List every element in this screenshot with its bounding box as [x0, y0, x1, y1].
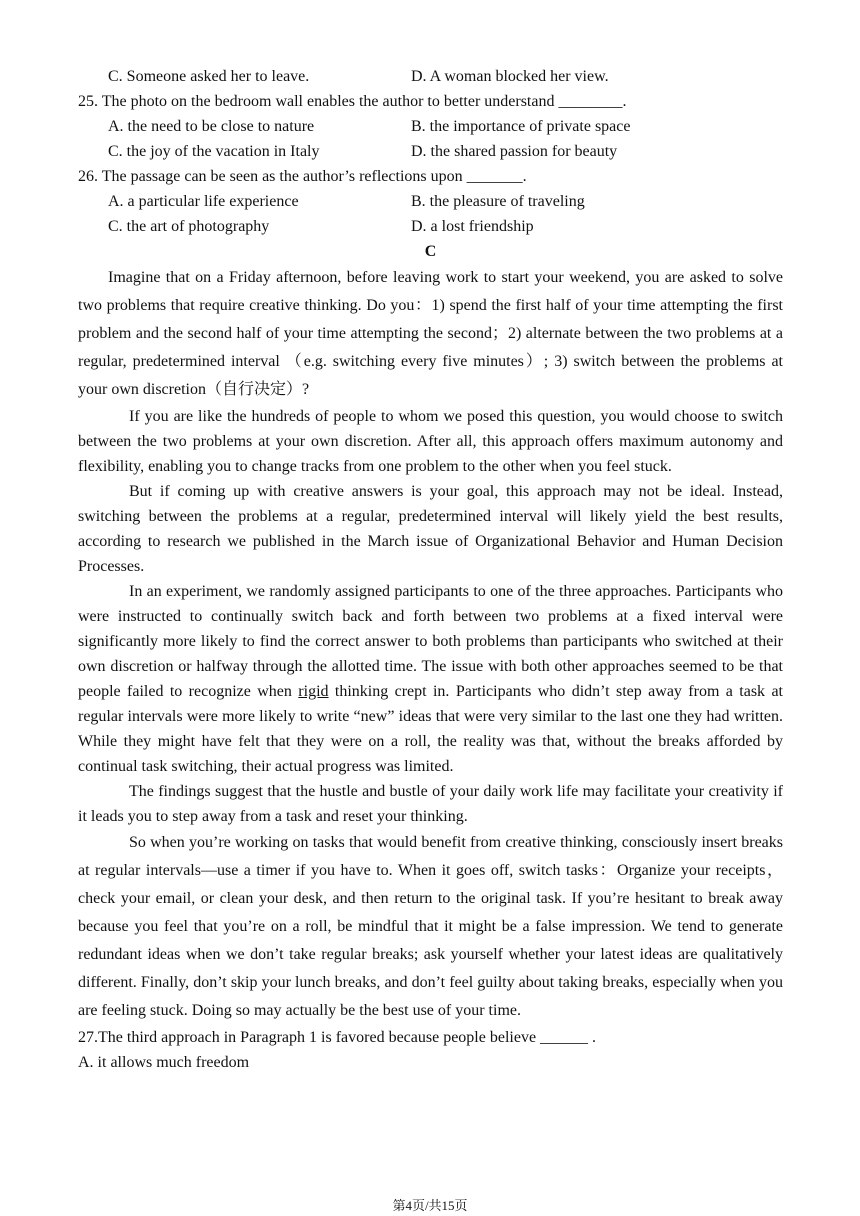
passage-paragraph-5: The findings suggest that the hustle and bustle of your daily work life may facilitate your creativity if it leads you to step away from a task and reset your thinking. — [78, 783, 783, 825]
page-footer: 第4页/共15页 — [392, 1198, 468, 1213]
passage-paragraph-3: But if coming up with creative answers is your goal, this approach may not be ideal. Instead, switching between the problems at a regular, predetermined interval will likely yield the best results, according to research we published in the March issue of Organizational Behavior and Human Decision Processes. — [78, 483, 783, 575]
q24-options-row — [78, 64, 783, 89]
q26-option-c: C. the art of photography — [108, 218, 270, 235]
paragraph-4-text-before: In an experiment, we randomly assigned participants to one of the three approaches. Participants who were instructed to continually switch back and forth between two problems at a fixed interval were significantly more likely to find the correct answer to both problems than participants who switched at their own discretion or halfway through the allotted time. The issue with both other approaches seemed to be that people failed to recognize when — [78, 583, 783, 700]
q25-stem: 25. The photo on the bedroom wall enables the author to better understand ________. — [78, 93, 627, 110]
q26-options-row-2 — [78, 214, 783, 239]
q25-option-b: B. the importance of private space — [411, 118, 631, 135]
q25-option-a: A. the need to be close to nature — [108, 118, 315, 135]
q26-options-row-1 — [78, 189, 783, 214]
q24-option-d: D. A woman blocked her view. — [411, 68, 609, 85]
passage-paragraph-2: If you are like the hundreds of people to whom we posed this question, you would choose to switch between the two problems at your own discretion. After all, this approach offers maximum autonomy and flexibility, enabling you to change tracks from one problem to the other when you feel stuck. — [78, 408, 783, 475]
q27-stem: 27.The third approach in Paragraph 1 is favored because people believe ______ . — [78, 1029, 597, 1046]
passage-paragraph-4 — [78, 579, 783, 779]
q26-option-a: A. a particular life experience — [108, 193, 299, 210]
q27-option-a: A. it allows much freedom — [78, 1054, 250, 1071]
section-heading: C — [424, 243, 437, 260]
q25-options-row-1 — [78, 114, 783, 139]
q24-option-c: C. Someone asked her to leave. — [108, 68, 310, 85]
q25-option-c: C. the joy of the vacation in Italy — [108, 143, 320, 160]
passage-paragraph-1: Imagine that on a Friday afternoon, before leaving work to start your weekend, you are asked to solve two problems that require creative thinking. Do you：1) spend the first half of your time attempting the first problem and the second half of your time attempting the second；2) alternate between the two problems at a regular, predetermined interval （e.g. switching every five minutes）; 3) switch between the problems at your own discretion（自行决定）? — [78, 269, 783, 398]
passage-paragraph-6: So when you’re working on tasks that would benefit from creative thinking, consciously insert breaks at regular intervals—use a timer if you have to. When it goes off, switch tasks：Organize your receipts，check your email, or clean your desk, and then return to the original task. If you’re hesitant to break away because you feel that you’re on a roll, be mindful that it might be a false impression. We tend to generate redundant ideas when we don’t take regular breaks; ask yourself whether your latest ideas are qualitatively different. Finally, don’t skip your lunch breaks, and don’t feel guilty about taking breaks, especially when you are feeling stuck. Doing so may actually be the best use of your time. — [78, 834, 783, 1019]
q26-stem: 26. The passage can be seen as the author’s reflections upon _______. — [78, 168, 527, 185]
q26-option-d: D. a lost friendship — [411, 218, 534, 235]
underlined-word: rigid — [298, 683, 329, 700]
q25-options-row-2 — [78, 139, 783, 164]
paragraph-4-text-after: thinking crept in. Participants who didn’t step away from a task at regular intervals were more likely to write “new” ideas that were very similar to the last one they had written. While they might have felt that they were on a roll, the reality was that, without the breaks afforded by continual task switching, their actual progress was limited. — [78, 683, 783, 775]
exam-page — [78, 64, 783, 1075]
q25-option-d: D. the shared passion for beauty — [411, 143, 618, 160]
q26-option-b: B. the pleasure of traveling — [411, 193, 585, 210]
